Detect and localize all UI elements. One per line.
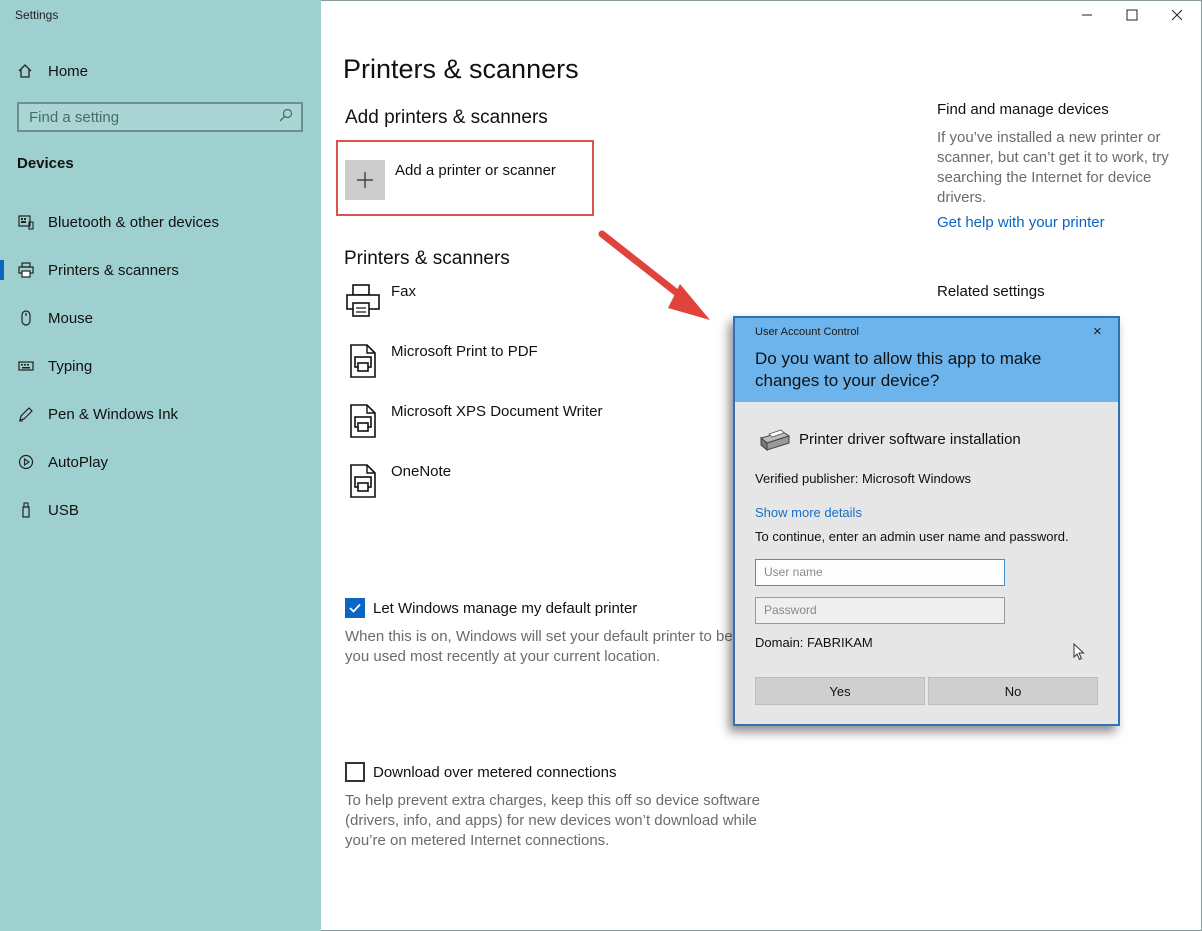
- printer-name: OneNote: [391, 463, 452, 480]
- sidebar-item-label: AutoPlay: [48, 453, 109, 471]
- printer-driver-icon: [755, 426, 791, 452]
- sidebar-item-usb[interactable]: [0, 495, 321, 525]
- close-button[interactable]: [1162, 4, 1192, 26]
- desc-line: you used most recently at your current location.: [345, 648, 661, 665]
- page-title: Printers & scanners: [343, 54, 579, 84]
- mouse-cursor-icon: [1073, 643, 1085, 661]
- keyboard-icon: [17, 357, 35, 375]
- sidebar-home-label: Home: [48, 62, 89, 80]
- uac-title: User Account Control: [755, 326, 859, 338]
- fax-icon: [345, 283, 381, 319]
- default-printer-label: Let Windows manage my default printer: [373, 599, 638, 617]
- annotation-arrow: [596, 228, 716, 324]
- list-item[interactable]: [345, 343, 725, 387]
- uac-continue-text: To continue, enter an admin user name and password.: [755, 529, 1069, 544]
- password-field[interactable]: [755, 597, 1005, 624]
- search-icon[interactable]: [279, 108, 293, 126]
- desc-line: To help prevent extra charges, keep this off so device software: [345, 792, 760, 809]
- username-field[interactable]: [755, 559, 1005, 586]
- help-printer-link[interactable]: Get help with your printer: [937, 214, 1105, 231]
- sidebar-home[interactable]: [16, 60, 88, 82]
- yes-button-label: Yes: [829, 683, 851, 699]
- show-more-details-link[interactable]: Show more details: [755, 505, 862, 520]
- plus-icon: [356, 171, 374, 189]
- list-item[interactable]: [345, 463, 725, 507]
- printer-doc-icon: [345, 403, 381, 439]
- sidebar-item-bluetooth[interactable]: [0, 207, 321, 237]
- find-devices-text: If you’ve installed a new printer or scanner, but can’t get it to work, try searching the Internet for device drivers.: [937, 129, 1169, 206]
- pen-icon: [17, 405, 35, 423]
- sidebar-item-printers[interactable]: [0, 255, 321, 285]
- printers-list-heading: Printers & scanners: [344, 248, 510, 269]
- metered-checkbox-row[interactable]: [345, 761, 616, 783]
- checkmark-icon: [348, 601, 362, 615]
- password-placeholder: Password: [764, 603, 817, 617]
- uac-close-button[interactable]: ×: [1093, 323, 1102, 340]
- usb-icon: [17, 501, 35, 519]
- keyboard-bluetooth-icon: [17, 213, 35, 231]
- search-input[interactable]: [17, 102, 303, 132]
- search-placeholder: Find a setting: [29, 108, 120, 126]
- sidebar: [0, 0, 321, 931]
- find-devices-heading: Find and manage devices: [937, 101, 1109, 118]
- uac-app-row: [755, 426, 1021, 452]
- close-icon: [1171, 9, 1183, 21]
- default-printer-checkbox-row[interactable]: [345, 597, 637, 619]
- uac-app-name: Printer driver software installation: [799, 430, 1021, 448]
- sidebar-item-label: USB: [48, 501, 79, 519]
- sidebar-item-label: Pen & Windows Ink: [48, 405, 179, 423]
- printer-name: Microsoft XPS Document Writer: [391, 403, 603, 420]
- sidebar-item-typing[interactable]: [0, 351, 321, 381]
- minimize-button[interactable]: [1072, 4, 1102, 26]
- minimize-icon: [1081, 9, 1093, 21]
- printer-name: Microsoft Print to PDF: [391, 343, 538, 360]
- add-printer-label[interactable]: Add a printer or scanner: [395, 162, 556, 179]
- no-button[interactable]: [928, 677, 1098, 705]
- desc-line: (drivers, info, and apps) for new devices won’t download while: [345, 812, 757, 829]
- desc-line: you’re on metered Internet connections.: [345, 832, 610, 849]
- default-printer-checkbox[interactable]: [345, 598, 365, 618]
- uac-dialog: [733, 316, 1120, 726]
- printer-doc-icon: [345, 343, 381, 379]
- window-title: Settings: [15, 8, 59, 22]
- metered-label: Download over metered connections: [373, 763, 617, 781]
- metered-description: [345, 791, 760, 851]
- sidebar-item-label: Mouse: [48, 309, 94, 327]
- username-placeholder: User name: [764, 565, 823, 579]
- sidebar-item-pen[interactable]: [0, 399, 321, 429]
- add-printers-heading: Add printers & scanners: [345, 107, 548, 128]
- related-settings-heading: Related settings: [937, 283, 1045, 300]
- desc-line: When this is on, Windows will set your default printer to be: [345, 628, 733, 645]
- no-button-label: No: [1004, 683, 1022, 699]
- sidebar-item-mouse[interactable]: [0, 303, 321, 333]
- sidebar-item-label: Printers & scanners: [48, 261, 179, 279]
- uac-header: [735, 318, 1118, 402]
- uac-question: Do you want to allow this app to make changes to your device?: [755, 349, 1042, 390]
- uac-domain: Domain: FABRIKAM: [755, 635, 873, 650]
- metered-checkbox[interactable]: [345, 762, 365, 782]
- section-label-devices: Devices: [17, 155, 74, 172]
- autoplay-icon: [17, 453, 35, 471]
- sidebar-item-label: Bluetooth & other devices: [48, 213, 219, 231]
- yes-button[interactable]: [755, 677, 925, 705]
- add-printer-button[interactable]: [345, 160, 385, 200]
- printer-name: Fax: [391, 283, 417, 300]
- printer-icon: [17, 261, 35, 279]
- default-printer-description: [345, 627, 733, 667]
- uac-publisher: Verified publisher: Microsoft Windows: [755, 471, 972, 486]
- home-icon: [16, 62, 34, 80]
- mouse-icon: [17, 309, 35, 327]
- list-item[interactable]: [345, 403, 725, 447]
- printer-doc-icon: [345, 463, 381, 499]
- sidebar-item-autoplay[interactable]: [0, 447, 321, 477]
- maximize-icon: [1126, 9, 1138, 21]
- maximize-button[interactable]: [1117, 4, 1147, 26]
- sidebar-item-label: Typing: [48, 357, 93, 375]
